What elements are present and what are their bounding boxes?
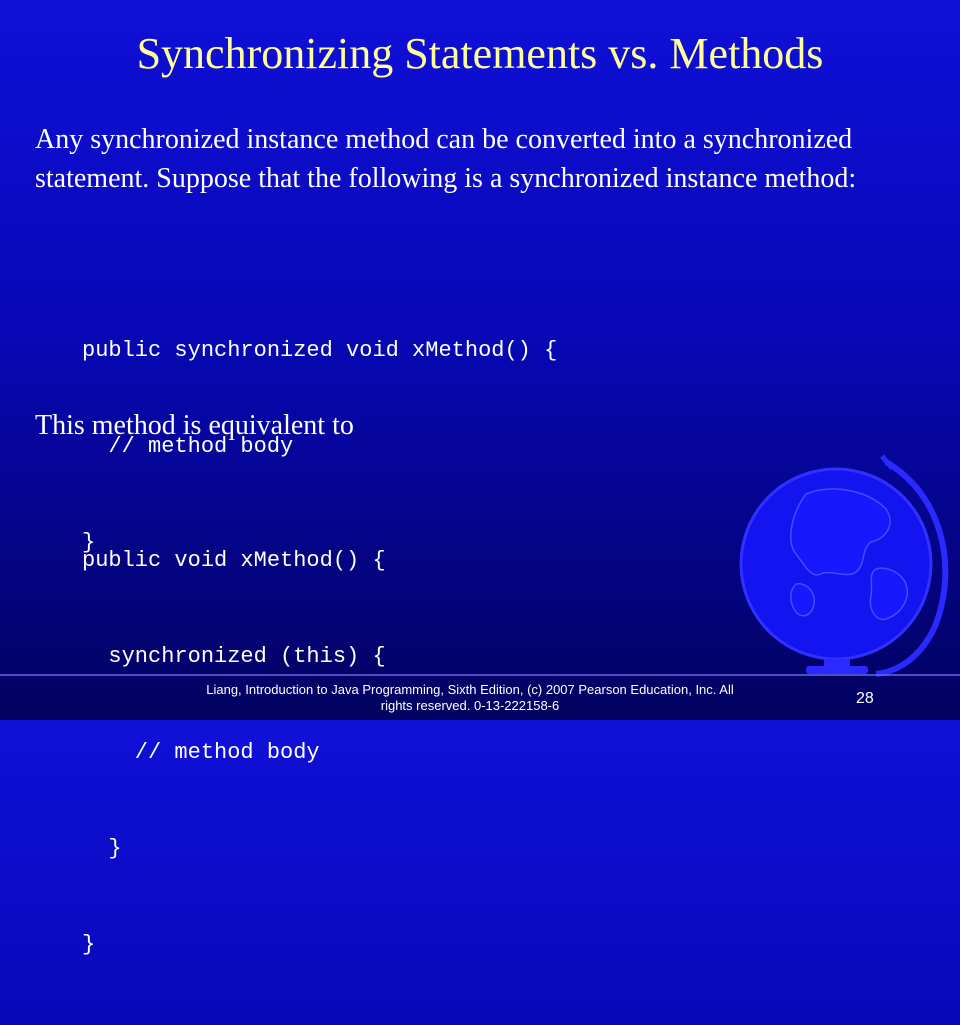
code-line: // method body [82, 740, 320, 765]
code-line: public synchronized void xMethod() { [82, 338, 558, 363]
code-line: } [82, 530, 96, 555]
code-line: synchronized (this) { [82, 644, 386, 669]
globe-icon [736, 454, 960, 676]
code-line: } [82, 836, 122, 861]
code-line: public void xMethod() { [82, 548, 386, 573]
equivalence-text: This method is equivalent to [35, 410, 354, 441]
code-line: } [82, 932, 96, 957]
page-number: 28 [856, 690, 874, 707]
intro-paragraph: Any synchronized instance method can be converted into a synchronized statement. Suppose that the following is a synchronized instance method: [35, 124, 857, 194]
code-block-synchronized-statement [82, 481, 386, 1025]
footer-citation: Liang, Introduction to Java Programming, Sixth Edition, (c) 2007 Pearson Education, Inc. All rights reserved. 0-13-222158-6 [206, 682, 734, 713]
code-line: // method body [82, 434, 294, 459]
slide-title: Synchronizing Statements vs. Methods [136, 29, 824, 78]
footer-divider [0, 674, 960, 676]
